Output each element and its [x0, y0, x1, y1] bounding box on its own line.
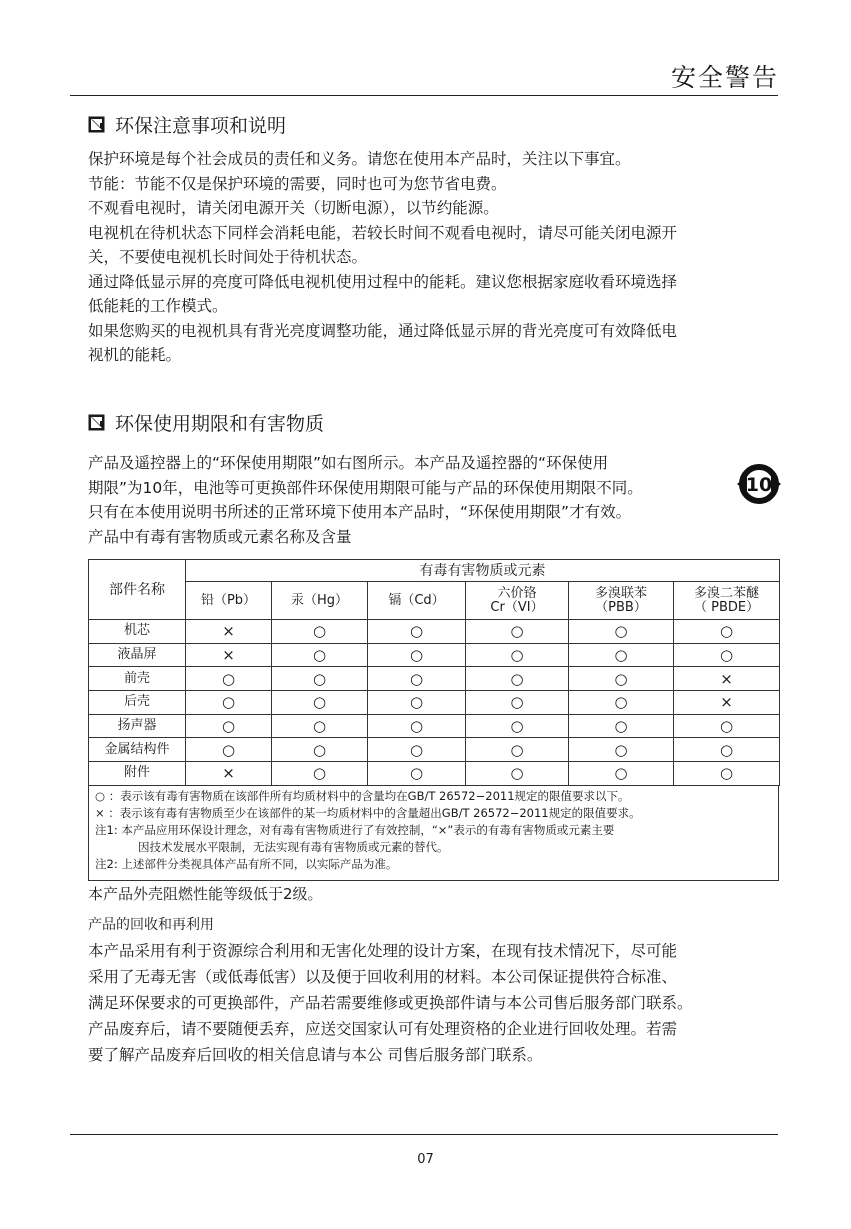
- env-notice-body: [88, 147, 790, 368]
- paragraph-line: 不观看电视时，请关闭电源开关（切断电源），以节约能源。: [88, 199, 499, 217]
- substance-mark-cell: ○: [466, 714, 569, 738]
- paragraph-line: 通过降低显示屏的亮度可降低电视机使用过程中的能耗。建议您根据家庭收看环境选择: [88, 272, 678, 291]
- eco-period-body: [88, 451, 738, 549]
- table-note: × ：表示该有毒有害物质至少在该部件的某一均质材料中的含量超出GB/T 26572−2011规定的限值要求。: [95, 806, 641, 820]
- substance-mark-cell: ×: [186, 762, 272, 786]
- table-header-part: 部件名称: [89, 560, 186, 620]
- substance-mark-cell: ○: [272, 643, 368, 667]
- paragraph-line: 产品中有毒有害物质或元素名称及含量: [88, 527, 352, 546]
- header-divider: [70, 95, 778, 96]
- paragraph-line: 采用了无毒无害（或低毒低害）以及便于回收利用的材料。本公司保证提供符合标准、: [88, 968, 678, 986]
- table-row: [89, 738, 780, 762]
- part-name-cell: 机芯: [89, 620, 186, 644]
- substance-mark-cell: ○: [272, 667, 368, 691]
- part-name-cell: 扬声器: [89, 714, 186, 738]
- substance-mark-cell: ○: [466, 691, 569, 715]
- section-heading-text: 环保使用期限和有害物质: [115, 412, 325, 435]
- table-header-substance: [272, 582, 368, 620]
- table-header-substance: [368, 582, 466, 620]
- substance-mark-cell: ○: [674, 620, 780, 644]
- substance-mark-cell: ○: [569, 762, 674, 786]
- footer-divider: [70, 1134, 778, 1135]
- flame-rating-text: 本产品外壳阻燃性能等级低于2级。: [88, 885, 323, 903]
- eco-period-number: 10: [745, 474, 773, 496]
- substance-mark-cell: ○: [466, 643, 569, 667]
- recycling-body: [88, 938, 790, 1068]
- paragraph-line: 保护环境是每个社会成员的责任和义务。请您在使用本产品时，关注以下事宜。: [88, 150, 631, 168]
- substance-mark-cell: ○: [368, 620, 466, 644]
- recycling-heading: 产品的回收和再利用: [88, 917, 214, 933]
- table-header-substance-group: 有毒有害物质或元素: [186, 560, 780, 582]
- substance-mark-cell: ○: [186, 738, 272, 762]
- hazard-substance-table: [88, 559, 780, 786]
- substance-mark-cell: ○: [368, 738, 466, 762]
- paragraph-line: 本产品采用有利于资源综合利用和无害化处理的设计方案，在现有技术情况下，尽可能: [88, 942, 678, 960]
- substance-mark-cell: ×: [674, 691, 780, 715]
- substance-mark-cell: ○: [186, 667, 272, 691]
- substance-mark-cell: ○: [368, 691, 466, 715]
- part-name-cell: 后壳: [89, 691, 186, 715]
- substance-name: 多溴二苯醚: [694, 585, 760, 601]
- substance-mark-cell: ○: [674, 643, 780, 667]
- table-row: [89, 762, 780, 786]
- substance-mark-cell: ○: [674, 714, 780, 738]
- part-name-cell: 金属结构件: [89, 738, 186, 762]
- table-header-substance: [466, 582, 569, 620]
- substance-mark-cell: ○: [368, 667, 466, 691]
- substance-name: 镉（Cd）: [388, 592, 445, 608]
- paragraph-line: 关，不要使电视机长时间处于待机状态。: [88, 248, 368, 266]
- substance-mark-cell: ○: [674, 762, 780, 786]
- substance-mark-cell: ×: [674, 667, 780, 691]
- paragraph-line: 要了解产品废弃后回收的相关信息请与本公 司售后服务部门联系。: [88, 1046, 543, 1064]
- part-name-cell: 附件: [89, 762, 186, 786]
- substance-symbol: （PBB）: [595, 599, 647, 615]
- checkbox-square-icon: [88, 414, 105, 431]
- substance-mark-cell: ○: [466, 620, 569, 644]
- eco-period-10-icon: [733, 458, 785, 510]
- substance-mark-cell: ×: [186, 620, 272, 644]
- substance-mark-cell: ○: [569, 714, 674, 738]
- substance-mark-cell: ○: [569, 643, 674, 667]
- paragraph-line: 期限”为10年，电池等可更换部件环保使用期限可能与产品的环保使用期限不同。: [88, 478, 643, 497]
- table-row: [89, 667, 780, 691]
- substance-mark-cell: ○: [272, 691, 368, 715]
- paragraph-line: 节能：节能不仅是保护环境的需要，同时也可为您节省电费。: [88, 174, 507, 193]
- table-note: 注1: 本产品应用环保设计理念，对有毒有害物质进行了有效控制，“×”表示的有毒有害物质或元素主要: [95, 823, 615, 837]
- substance-mark-cell: ○: [466, 762, 569, 786]
- substance-mark-cell: ○: [569, 620, 674, 644]
- substance-mark-cell: ○: [569, 738, 674, 762]
- paragraph-line: 低能耗的工作模式。: [88, 297, 228, 315]
- substance-name: 铅（Pb）: [200, 592, 257, 608]
- section-heading-text: 环保注意事项和说明: [115, 114, 287, 137]
- substance-mark-cell: ○: [368, 714, 466, 738]
- paragraph-line: 视机的能耗。: [88, 346, 182, 364]
- page-header-title: 安全警告: [670, 63, 779, 92]
- paragraph-line: 产品废弃后，请不要随便丢弃，应送交国家认可有处理资格的企业进行回收处理。若需: [88, 1020, 678, 1038]
- substance-name: 汞（Hg）: [290, 592, 349, 608]
- substance-mark-cell: ○: [674, 738, 780, 762]
- table-row: [89, 691, 780, 715]
- table-row: [89, 620, 780, 644]
- substance-mark-cell: ○: [569, 667, 674, 691]
- substance-symbol: Cr（VI）: [490, 599, 544, 615]
- paragraph-line: 如果您购买的电视机具有背光亮度调整功能，通过降低显示屏的背光亮度可有效降低电: [88, 321, 678, 340]
- table-header-substance: [569, 582, 674, 620]
- substance-mark-cell: ○: [272, 714, 368, 738]
- paragraph-line: 满足环保要求的可更换部件，产品若需要维修或更换部件请与本公司售后服务部门联系。: [88, 994, 693, 1012]
- substance-mark-cell: ○: [272, 738, 368, 762]
- table-header-substance: [674, 582, 780, 620]
- table-note: ○ ：表示该有毒有害物质在该部件所有均质材料中的含量均在GB/T 26572−2011规定的限值要求以下。: [95, 789, 630, 803]
- substance-symbol: （ PBDE）: [693, 599, 760, 615]
- substance-name: 六价铬: [497, 585, 537, 601]
- substance-mark-cell: ○: [466, 667, 569, 691]
- table-header-substance: [186, 582, 272, 620]
- part-name-cell: 液晶屏: [89, 643, 186, 667]
- substance-mark-cell: ○: [186, 714, 272, 738]
- substance-mark-cell: ○: [272, 762, 368, 786]
- checkbox-square-icon: [88, 116, 105, 133]
- substance-mark-cell: ○: [272, 620, 368, 644]
- page-number: 07: [417, 1152, 434, 1167]
- paragraph-line: 只有在本使用说明书所述的正常环境下使用本产品时，“环保使用期限”才有效。: [88, 503, 632, 521]
- substance-mark-cell: ○: [569, 691, 674, 715]
- substance-mark-cell: ○: [466, 738, 569, 762]
- paragraph-line: 电视机在待机状态下同样会消耗电能，若较长时间不观看电视时，请尽可能关闭电源开: [88, 223, 678, 242]
- substance-mark-cell: ○: [368, 643, 466, 667]
- substance-mark-cell: ○: [186, 691, 272, 715]
- paragraph-line: 产品及遥控器上的“环保使用期限”如右图所示。本产品及遥控器的“环保使用: [88, 454, 609, 472]
- table-notes: [88, 785, 779, 881]
- substance-mark-cell: ×: [186, 643, 272, 667]
- substance-name: 多溴联苯: [594, 585, 647, 601]
- section-heading-env-notice: [88, 110, 286, 138]
- table-note: 因技术发展水平限制，无法实现有毒有害物质或元素的替代。: [138, 840, 449, 854]
- section-heading-eco-period: [88, 408, 324, 436]
- table-row: [89, 643, 780, 667]
- table-note: 注2: 上述部件分类视具体产品有所不同，以实际产品为准。: [95, 857, 398, 871]
- substance-mark-cell: ○: [368, 762, 466, 786]
- table-row: [89, 714, 780, 738]
- part-name-cell: 前壳: [89, 667, 186, 691]
